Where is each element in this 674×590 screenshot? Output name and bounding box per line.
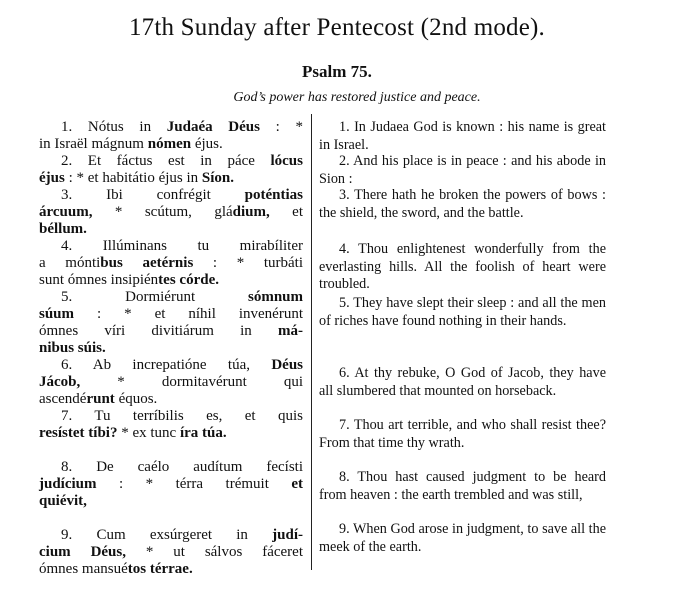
- latin-text: ómnes víri divitiárum in: [39, 323, 278, 339]
- latin-text: tos: [127, 561, 147, 577]
- latin-text: a mónti: [39, 255, 101, 271]
- latin-line: [39, 170, 303, 187]
- latin-text: : * turbáti: [193, 255, 304, 271]
- latin-text: aetérnis: [142, 255, 194, 271]
- latin-text: 9. Cum exsúrgeret in: [61, 527, 273, 543]
- latin-text: cium: [39, 544, 71, 560]
- latin-verse: [39, 153, 303, 187]
- english-verse: 4. Thou enlightenest wonderfully from the everlasting hills. All the foolish of heart were troubled.: [319, 241, 606, 293]
- latin-text: : *: [259, 119, 303, 135]
- latin-text: ómnes mansué: [39, 561, 128, 577]
- latin-line: [39, 357, 303, 374]
- latin-verse: [39, 119, 303, 153]
- latin-line: [39, 391, 303, 408]
- latin-line: [39, 136, 303, 153]
- latin-line: [39, 527, 303, 544]
- latin-text: nómen: [147, 136, 192, 152]
- latin-text: bus: [100, 255, 123, 271]
- latin-text: in Israël mágnum: [39, 136, 148, 152]
- latin-text: súum: [39, 306, 75, 322]
- latin-verse: [39, 187, 303, 238]
- latin-line: [39, 323, 303, 340]
- latin-text: * dormitavérunt qui: [80, 374, 303, 390]
- latin-text: Déus,: [90, 544, 126, 560]
- latin-text: 1. Nótus in: [61, 119, 167, 135]
- latin-text: lócus: [270, 153, 303, 169]
- latin-line: [39, 187, 303, 204]
- latin-text: 4. Illúminans tu mirabíliter: [61, 238, 303, 254]
- latin-text: : * térra trémuit: [96, 476, 292, 492]
- latin-text: Judaéa Déus: [166, 119, 260, 135]
- latin-text: túa.: [202, 425, 227, 441]
- latin-text: má-: [278, 323, 303, 339]
- latin-text: : * et habitátio éjus in: [64, 170, 202, 186]
- latin-text: tíbi?: [88, 425, 118, 441]
- latin-text: [123, 255, 143, 271]
- latin-verse: [39, 357, 303, 408]
- latin-line: [39, 289, 303, 306]
- psalm-subtitle: God’s power has restored justice and peace.: [233, 90, 481, 105]
- latin-text: nibus: [39, 340, 75, 356]
- latin-line: [39, 306, 303, 323]
- latin-text: runt: [86, 391, 115, 407]
- psalm-heading: Psalm 75.: [302, 62, 372, 81]
- latin-line: [39, 476, 303, 493]
- latin-line: [39, 272, 303, 289]
- latin-text: térrae.: [149, 561, 193, 577]
- latin-text: judícium: [39, 476, 97, 492]
- latin-text: sunt ómnes insipién: [39, 272, 159, 288]
- latin-text: súis.: [77, 340, 106, 356]
- latin-line: [39, 408, 303, 425]
- latin-verse: [39, 289, 303, 357]
- latin-text: sómnum: [247, 289, 303, 305]
- latin-verse: [39, 238, 303, 289]
- latin-text: éjus.: [191, 136, 223, 152]
- column-divider: [311, 114, 312, 570]
- latin-text: 3. Ibi confrégit: [61, 187, 245, 203]
- english-verse: 5. They have slept their sleep : and all the men of riches have found nothing in their hands.: [319, 295, 606, 329]
- latin-text: resístet: [39, 425, 85, 441]
- latin-text: judí-: [272, 527, 303, 543]
- english-verse: 2. And his place is in peace : and his abode in Sion :: [319, 153, 606, 187]
- latin-text: Síon.: [201, 170, 235, 186]
- latin-line: [39, 340, 303, 357]
- latin-line: [39, 374, 303, 391]
- latin-line: [39, 561, 303, 578]
- latin-line: [39, 425, 303, 442]
- latin-text: 6. Ab increpatióne túa,: [61, 357, 272, 373]
- english-verse: 8. Thou hast caused judgment to be heard from heaven : the earth trembled and was still,: [319, 469, 606, 503]
- english-verse: 7. Thou art terrible, and who shall resist thee? From that time thy wrath.: [319, 417, 606, 451]
- latin-line: [39, 204, 303, 221]
- latin-text: béllum.: [39, 221, 87, 237]
- latin-line: [39, 221, 303, 238]
- latin-text: poténtias: [244, 187, 303, 203]
- latin-text: [71, 544, 91, 560]
- english-verse: 6. At thy rebuke, O God of Jacob, they have all slumbered that mounted on horseback.: [319, 365, 606, 399]
- latin-text: 5. Dormiérunt: [61, 289, 248, 305]
- english-verse: 9. When God arose in judgment, to save all the meek of the earth.: [319, 521, 606, 555]
- latin-verse: [39, 459, 303, 510]
- latin-text: et: [291, 476, 303, 492]
- latin-line: [39, 238, 303, 255]
- latin-line: [39, 544, 303, 561]
- latin-text: * ex tunc: [117, 425, 180, 441]
- latin-text: et: [269, 204, 304, 220]
- latin-text: córde.: [179, 272, 219, 288]
- latin-text: íra: [179, 425, 199, 441]
- latin-text: * ut sálvos fáceret: [125, 544, 303, 560]
- latin-line: [39, 459, 303, 476]
- latin-text: : * et níhil invenérunt: [74, 306, 303, 322]
- latin-verse: [39, 408, 303, 442]
- latin-line: [39, 255, 303, 272]
- latin-line: [39, 153, 303, 170]
- english-verse: 1. In Judaea God is known : his name is great in Israel.: [319, 119, 606, 153]
- latin-text: Jácob,: [39, 374, 81, 390]
- latin-text: árcuum,: [39, 204, 93, 220]
- latin-line: [39, 493, 303, 510]
- latin-text: équos.: [114, 391, 158, 407]
- page-title: 17th Sunday after Pentecost (2nd mode).: [128, 14, 546, 41]
- latin-text: Déus: [271, 357, 303, 373]
- latin-text: éjus: [39, 170, 65, 186]
- latin-line: [39, 119, 303, 136]
- latin-text: dium,: [232, 204, 270, 220]
- latin-text: ascendé: [39, 391, 87, 407]
- latin-text: quiévit,: [39, 493, 87, 509]
- latin-text: 2. Et fáctus est in páce: [61, 153, 271, 169]
- latin-text: 8. De caélo audítum fecísti: [61, 459, 303, 475]
- latin-text: 7. Tu terríbilis es, et quis: [61, 408, 303, 424]
- latin-text: * scútum, glá: [92, 204, 233, 220]
- english-verse: 3. There hath he broken the powers of bows : the shield, the sword, and the battle.: [319, 187, 606, 221]
- latin-text: tes: [158, 272, 176, 288]
- latin-verse: [39, 527, 303, 578]
